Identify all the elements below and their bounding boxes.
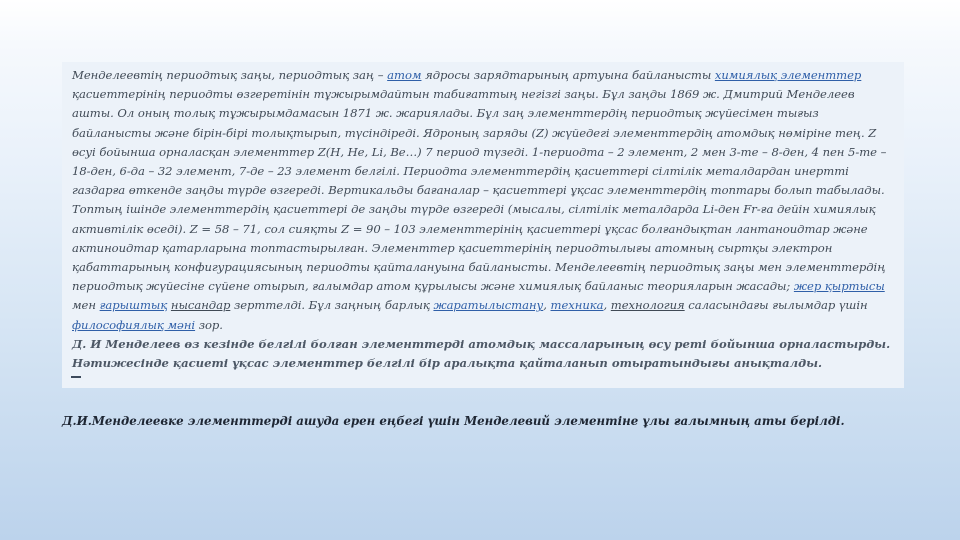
text-segment: саласындағы ғылымдар үшін [684,298,868,313]
link-atom[interactable]: атом [387,68,422,82]
text-cursor-mark [71,376,81,378]
link-space[interactable]: ғарыштық [99,298,168,313]
periodic-law-paragraph [72,66,898,335]
main-text-box[interactable] [62,62,904,388]
text-segment: ядросы зарядтарының артуына байланысты [421,68,715,82]
text-segment: Менделеевтің периодтық заңы, периодтық заң – [72,68,388,82]
text-segment: , [603,298,611,313]
mendeleev-arrangement-paragraph: Д. И Менделеев өз кезінде белгілі болған элементтерді атомдық массаларының өсу реті бойынша орналастырды. Нәтижесінде қасиеті ұқсас элементтер белгілі бір аралықта қайталанып отыратындығы анықталды. [72,336,891,371]
link-philosophical-meaning[interactable]: философиялық мәні [72,317,196,332]
link-natural-science[interactable]: жаратылыстану [433,298,544,313]
text-segment: зерттелді. Бұл заңның барлық [230,298,434,313]
footer-statement: Д.И.Менделеевке элементтерді ашуда ерен еңбегі үшін Менделевий элементіне ұлы ғалымның аты берілді. [62,414,845,428]
link-engineering[interactable]: техника [550,298,604,313]
text-segment: зор. [195,317,223,332]
link-earth-crust[interactable]: жер қыртысы [793,279,885,294]
text-segment: , [543,298,551,313]
text-segment: қасиеттерінің периодты өзгеретінін тұжырымдайтын табиғаттың негізгі заңы. Бұл заңды 1869 ж. Дмитрий Менделеев ашты. Ол оның толық тұжырымдамасын 1871 ж. жариялады. Бұл заң элементтердің периодтық жүйесімен тығыз байланысты және бірін-бірі толықтырып, түсіндіреді. Ядроның заряды (Z) жүйедегі элементтердің атомдық нөміріне тең. Z өсуі бойынша орналасқан элементтер Z(H, He, Li, Be…) 7 период түзеді. 1-периодта – 2 элемент, 2 мен 3-те – 8-ден, 4 пен 5-те – 18-ден, 6-да – 32 элемент, 7-де – 23 элемент белгілі. Периодта элементтердің қасиеттері сілтілік металдардан инертті газдарға өткенде заңды түрде өзгереді. Вертикальды бағаналар – қасиеттері ұқсас элементтердің топтары болып табылады. Топтың ішінде элементтердің қасиеттері де заңды түрде өзгереді (мысалы, сілтілік металдарда Li-ден Fr-ға дейін химиялық активтілік өседі). Z = 58 – 71, сол сияқты Z = 90 – 103 элементтерінің қасиеттері ұқсас болғандықтан лантаноидтар және актиноидтар қатарларына топтастырылған. Элементтер қасиеттерінің периодтылығы атомның сыртқы электрон қабаттарының конфигурациясының периодты қайталануына байланысты. Менделеевтің периодтық заңы мен элементтердің периодтық жүйесіне сүйене отырып, ғалымдар атом құрылысы және химиялық байланыс теорияларын жасады; [72,87,887,294]
text-segment: мен [72,298,100,313]
underlined-bodies: нысандар [170,298,231,313]
link-chemical-elements[interactable]: химиялық элементтер [714,68,862,82]
underlined-technology: технология [610,298,685,313]
